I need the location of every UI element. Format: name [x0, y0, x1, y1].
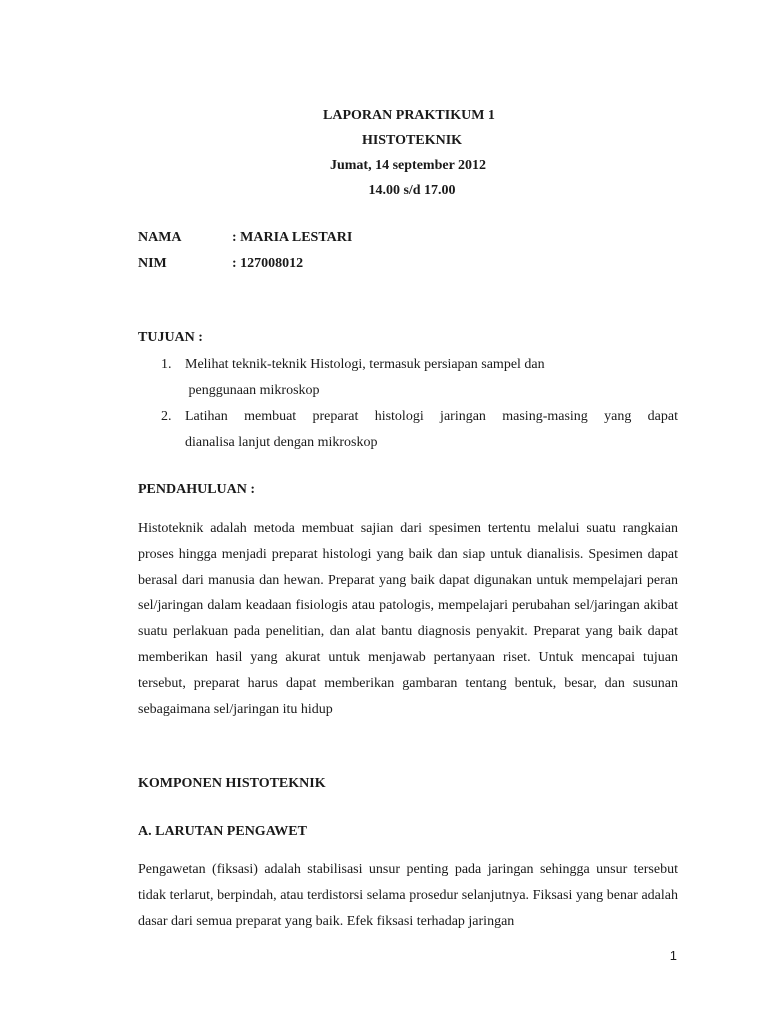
list-item-line: Melihat teknik-teknik Histologi, termasuk persiapan sampel dan: [185, 357, 545, 372]
komponen-heading: KOMPONEN HISTOTEKNIK: [138, 776, 326, 791]
list-item: [138, 352, 678, 404]
list-item-number: 2.: [161, 409, 172, 424]
name-label: NAMA: [138, 230, 182, 245]
nim-label: NIM: [138, 256, 167, 271]
pendahuluan-paragraph: Histoteknik adalah metoda membuat sajian dari spesimen tertentu melalui suatu rangkaian proses hingga menjadi preparat histologi yang baik dan siap untuk dianalisis. Spesimen dapat berasal dari manusia dan hewan. Preparat yang baik dapat digunakan untuk mempelajari peran sel/jaringan dalam keadaan fisiologis atau patologis, mempelajari perubahan sel/jaringan akibat suatu perlakuan pada penelitian, dan alat bantu diagnosis penyakit. Preparat yang baik dapat memberikan hasil yang akurat untuk menjawab pertanyaan riset. Untuk mencapai tujuan tersebut, preparat harus dapat memberikan gambaran tentang bentuk, besar, dan susunan sebagaimana sel/jaringan itu hidup: [138, 521, 678, 717]
report-subject: HISTOTEKNIK: [361, 133, 463, 148]
pengawetan-paragraph: Pengawetan (fiksasi) adalah stabilisasi unsur penting pada jaringan sehingga unsur tersebut tidak terlarut, berpindah, atau terdistorsi selama prosedur selanjutnya. Fiksasi yang benar adalah dasar dari semua preparat yang baik. Efek fiksasi terhadap jaringan: [138, 862, 678, 929]
list-item: [138, 404, 678, 456]
report-title: LAPORAN PRAKTIKUM 1: [323, 108, 495, 123]
page-number: 1: [669, 948, 677, 963]
list-item-line: penggunaan mikroskop: [185, 383, 320, 398]
list-item-line: Latihan membuat preparat histologi jaringan masing-masing yang dapat: [185, 409, 678, 424]
tujuan-list: [138, 352, 678, 456]
list-item-number: 1.: [161, 357, 172, 372]
list-item-line: dianalisa lanjut dengan mikroskop: [185, 435, 378, 450]
name-value: : MARIA LESTARI: [232, 230, 353, 245]
report-header: [0, 103, 768, 203]
pendahuluan-heading: PENDAHULUAN :: [138, 482, 256, 497]
larutan-pengawet-heading: A. LARUTAN PENGAWET: [138, 824, 307, 839]
nim-value: : 127008012: [232, 256, 304, 271]
report-date: Jumat, 14 september 2012: [329, 158, 487, 173]
report-time: 14.00 s/d 17.00: [368, 183, 456, 198]
tujuan-heading: TUJUAN :: [138, 330, 203, 345]
